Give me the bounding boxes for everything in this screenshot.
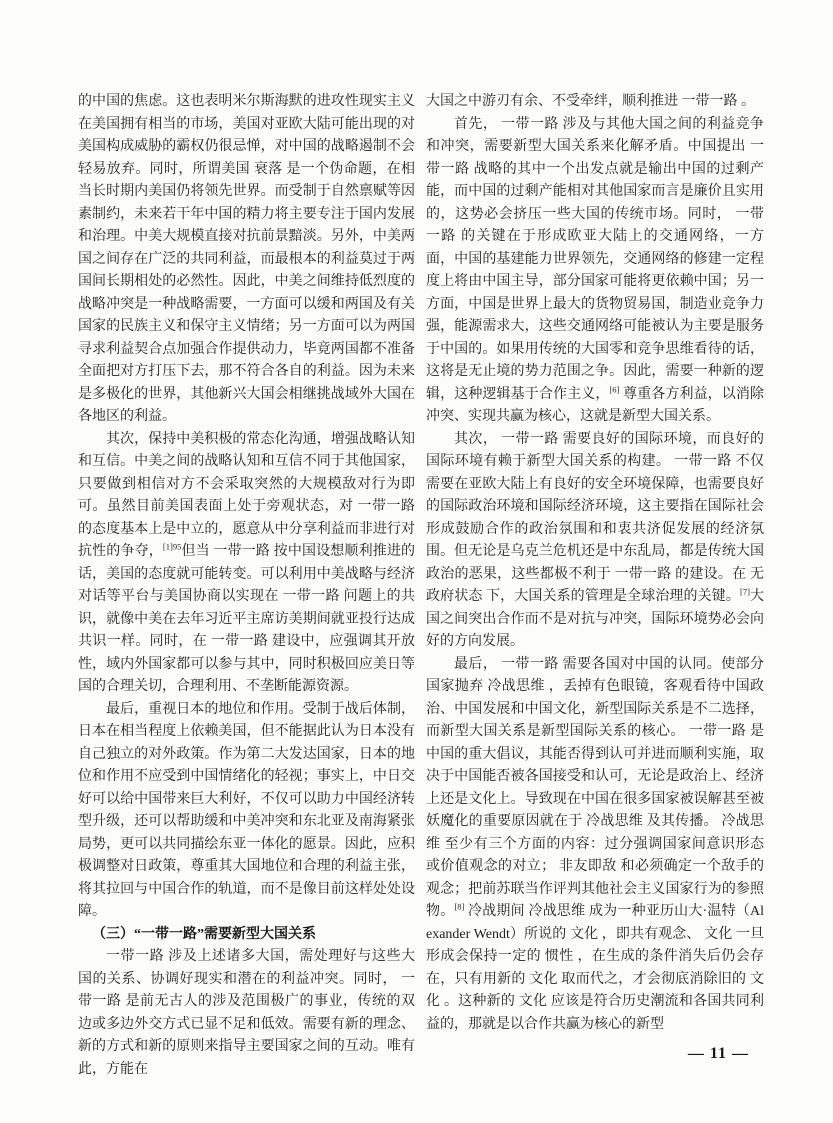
paragraph: 的中国的焦虑。这也表明米尔斯海默的进攻性现实主义在美国拥有相当的市场，美国对亚欧大陆可能出现的对美国构成威胁的霸权仍很忌惮，对中国的战略遏制不会轻易放弃。同时，所谓美国 衰落 是一个伪命题，在相当长时期内美国仍将领先世界。而受制于自然禀赋等因素制约，未来若干年中国的精力将主要专注于国内发展和治理。中美大规模直接对抗前景黯淡。另外，中美两国之间存在广泛的共同利益，而最根本的利益莫过于两国间长期相处的必然性。因此，中美之间维持低烈度的战略冲突是一种战略需要，一方面可以缓和两国及有关国家的民族主义和保守主义情绪；另一方面可以为两国寻求利益契合点加强合作提供动力，毕竟两国都不准备全面把对方打压下去，那不符合各自的利益。因为未来是多极化的世界，其他新兴大国会相继挑战域外大国在各地区的利益。 — [78, 94, 415, 424]
section-heading: （三）“一带一路”需要新型大国关系 — [92, 926, 316, 942]
left-column — [78, 91, 415, 1081]
paragraph: 最后， 一带一路 需要各国对中国的认同。使部分国家抛弃 冷战思维 ，丢掉有色眼镜，客观看待中国政治、中国发展和中国文化，新型国际关系是不二选择，而新型大国关系是新型国际关系的核心。 一带一路 是中国的重大倡议，其能否得到认可并进而顺利实施，取决于中国能否被各国接受和认可，无论是政治上、经济上还是文化上。导致现在中国在很多国家被误解甚至被妖魔化的重要原因就在于 冷战思维 及其传播。 冷战思维 至少有三个方面的内容：过分强调国家间意识形态或价值观念的对立； 非友即敌 和必须确定一个敌手的观念；把前苏联当作评判其他社会主义国家行为的参照物。[8] 冷战期间 冷战思维 成为一种亚历山大·温特（Alexander Wendt）所说的 文化 ，即共有观念、 文化 一旦形成会保持一定的 惯性 ，在生成的条件消失后仍会存在，只有用新的 文化 取而代之，才会彻底消除旧的 文化 。这种新的 文化 应该是符合历史潮流和各国共同利益的，那就是以合作共赢为核心的新型 — [426, 656, 765, 1032]
paragraph: 大国之中游刃有余、不受牵绊，顺利推进 一带一路 。 — [426, 94, 755, 109]
citation-marker: [7] — [739, 586, 750, 597]
citation-marker: [1]95 — [162, 541, 182, 552]
article-body — [78, 91, 764, 1081]
right-column — [426, 91, 764, 1081]
paragraph: 首先， 一带一路 涉及与其他大国之间的利益竞争和冲突，需要新型大国关系来化解矛盾。中国提出 一带一路 战略的其中一个出发点就是输出中国的过剩产能，而中国的过剩产能相对其他国家而言是廉价且实用的，这势必会挤压一些大国的传统市场。同时， 一带一路 的关键在于形成欧亚大陆上的交通网络，一方面，中国的基建能力世界领先，交通网络的修建一定程度上将由中国主导，部分国家可能将更依赖中国；另一方面，中国是世界上最大的货物贸易国，制造业竞争力强，能源需求大，这些交通网络可能被认为主要是服务于中国的。如果用传统的大国零和竞争思维看待的话，这将是无止境的势力范围之争。因此，需要一种新的逻辑，这种逻辑基于合作主义，[6] 尊重各方利益，以消除冲突、实现共赢为核心，这就是新型大国关系。 — [426, 116, 765, 424]
citation-marker: [6] — [609, 383, 620, 394]
paragraph: 其次， 一带一路 需要良好的国际环境，而良好的国际环境有赖于新型大国关系的构建。 一带一路 不仅需要在亚欧大陆上有良好的安全环境保障，也需要良好的国际政治环境和国际经济环境，这主要指在国际社会形成鼓励合作的政治氛围和和衷共济促发展的经济氛围。但无论是乌克兰危机还是中东乱局，都是传统大国政治的恶果，这些都极不利于 一带一路 的建设。在 无政府状态 下，大国关系的管理是全球治理的关键。[7]大国之间突出合作而不是对抗与冲突，国际环境势必会向好的方向发展。 — [426, 431, 765, 649]
paragraph: 最后，重视日本的地位和作用。受制于战后体制，日本在相当程度上依赖美国，但不能据此认为日本没有自己独立的对外政策。作为第二大发达国家，日本的地位和作用不应受到中国情绪化的轻视；事实上，中日交好可以给中国带来巨大利好，不仅可以助力中国经济转型升级，还可以帮助缓和中美冲突和东北亚及南海紧张局势，更可以共同描绘东亚一体化的愿景。因此，应积极调整对日政策，尊重其大国地位和合理的利益主张，将其拉回与中国合作的轨道，而不是像目前这样处处设障。 — [78, 701, 415, 919]
page-number: — 11 — — [687, 1045, 749, 1062]
citation-marker: [8] — [454, 901, 465, 912]
paragraph: 一带一路 涉及上述诸多大国，需处理好与这些大国的关系、协调好现实和潜在的利益冲突。同时， 一带一路 是前无古人的涉及范围极广的事业，传统的双边或多边外交方式已显不足和低效。需要有新的理念、新的方式和新的原则来指导主要国家之间的互动。唯有此，方能在 — [78, 949, 415, 1077]
paragraph: 其次，保持中美积极的常态化沟通，增强战略认知和互信。中美之间的战略认知和互信不同于其他国家，只要做到相信对方不会采取突然的大规模敌对行为即可。虽然目前美国表面上处于旁观状态，对 一带一路 的态度基本上是中立的，愿意从中分享利益而非进行对抗性的争夺，$^{[1]95}$但当 一带一路 按中国设想顺利推进的话，美国的态度就可能转变。可以利用中美战略与经济对话等平台与美国协商以实现在 一带一路 问题上的共识，就像中美在去年习近平主席访美期间就亚投行达成共识一样。同时，在 一带一路 建设中，应强调其开放性，域内外国家都可以参与其中，同时积极回应美日等国的合理关切，合理利用、不垄断能源资源。 — [78, 431, 416, 694]
